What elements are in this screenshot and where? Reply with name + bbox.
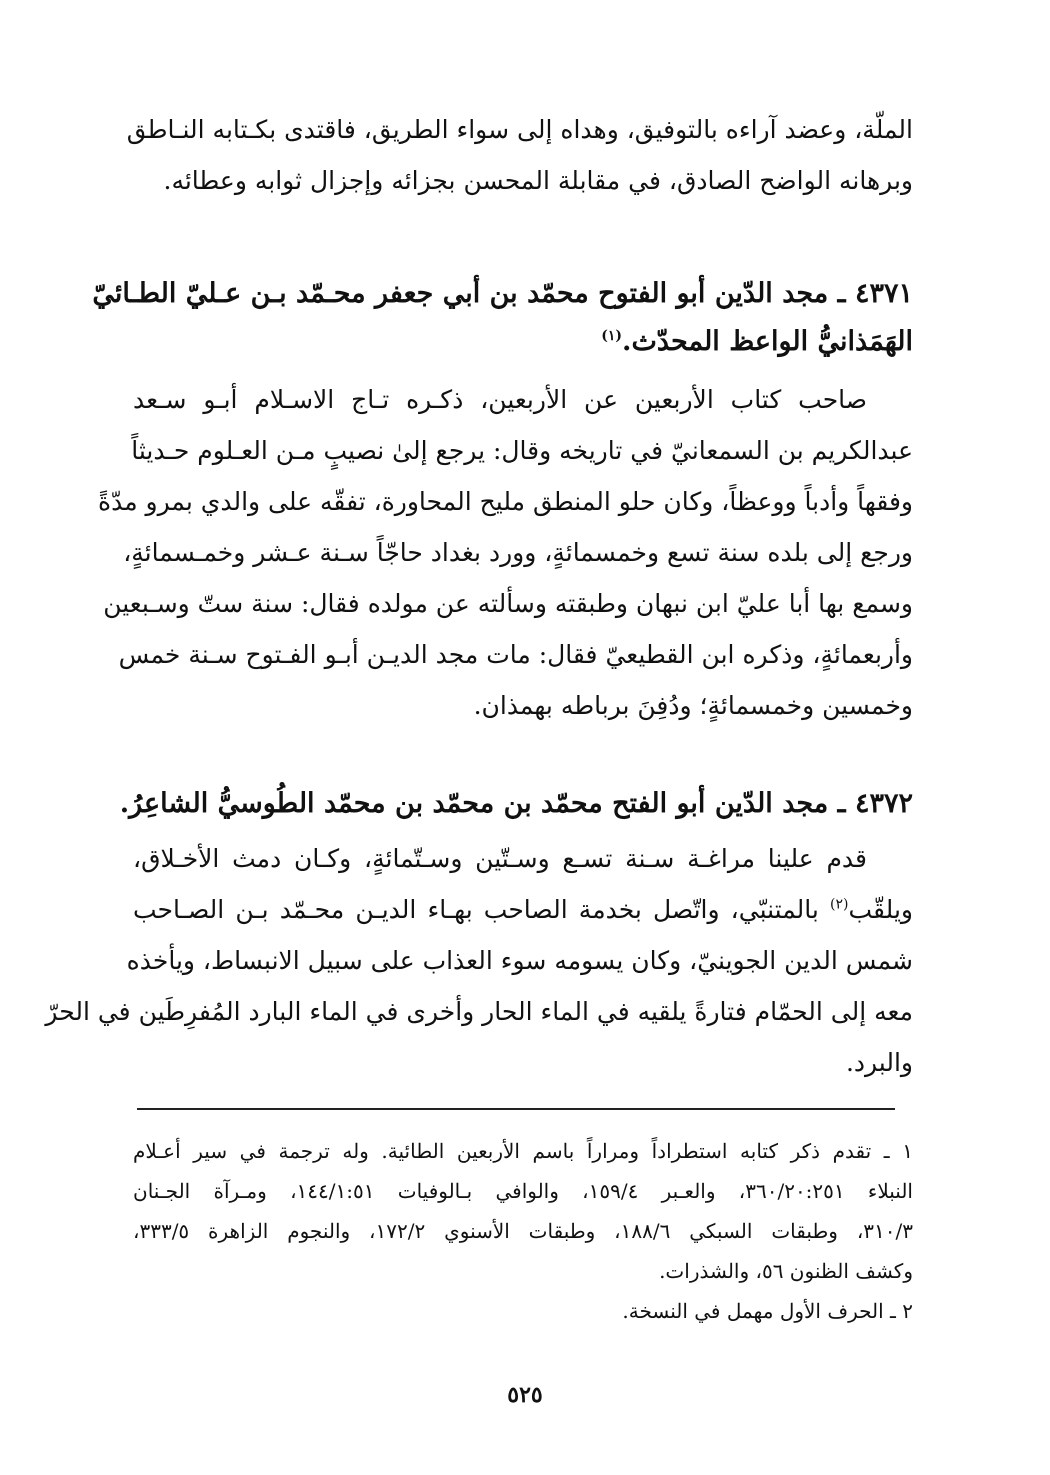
footnote-ref-1[interactable]: (١) xyxy=(601,328,623,344)
entry-4372-body-line-5: والبرد. xyxy=(845,1048,913,1077)
intro-line-1: الملّة، وعضد آراءه بالتوفيق، وهداه إلى سواء الطريق، فاقتدى بكـتابه النـاطق xyxy=(126,115,913,144)
entry-4371-heading xyxy=(92,270,913,366)
entry-4371-body-line-3: وفقهاً وأدباً ووعظاً، وكان حلو المنطق مليح المحاورة، تفقّه على والدي بمرو مدّةً xyxy=(97,487,913,516)
entry-4371-heading-line-1: ٤٣٧١ ـ مجد الدّين أبو الفتوح محمّد بن أبي جعفر محـمّد بـن عـليّ الطـائيّ xyxy=(92,278,913,309)
entry-4371-body-line-7: وخمسين وخمسمائةٍ؛ ودُفِنَ برباطه بهمذان. xyxy=(473,691,913,720)
page-number: ٥٢٥ xyxy=(507,1382,543,1408)
footnote-2: ٢ ـ الحرف الأول مهمل في النسخة. xyxy=(622,1299,913,1323)
entry-4372-body-line-2-rest: بالمتنبّي، واتّصل بخدمة الصاحب بهـاء الديـن محـمّد بـن الصـاحب xyxy=(133,895,831,924)
footnote-1-line-2: النبلاء ٣٦٠/٢٠:٢٥١، والعـبر ١٥٩/٤، والوافي بـالوفيات ١٤٤/١:٥١، ومـرآة الجـنان xyxy=(133,1179,913,1203)
entry-4372-body xyxy=(45,833,913,1088)
entry-4372-heading-line: ٤٣٧٢ ـ مجد الدّين أبو الفتح محمّد بن محمّد بن محمّد الطُوسيُّ الشاعِرُ. xyxy=(119,788,913,819)
entry-4371-body-line-6: وأربعمائةٍ، وذكره ابن القطيعيّ فقال: مات مجد الديـن أبـو الفـتوح سـنة خمس xyxy=(118,640,913,669)
footnote-divider xyxy=(137,1108,895,1110)
footnote-1-line-1: ١ ـ تقدم ذكر كتابه استطراداً ومراراً باسم الأربعين الطائية. وله ترجمة في سير أعـلام xyxy=(133,1139,913,1163)
entry-4372-body-line-3: شمس الدين الجوينيّ، وكان يسومه سوء العذاب على سبيل الانبساط، ويأخذه xyxy=(126,946,913,975)
entry-4371-body-line-1: صاحب كتاب الأربعين عن الأربعين، ذكـره تـاج الاسـلام أبـو سـعد xyxy=(133,385,867,414)
entry-4372-body-line-1: قدم علينا مراغـة سـنة تسـع وسـتّين وسـتّمائةٍ، وكـان دمث الأخـلاق، xyxy=(133,844,867,873)
footnote-1-line-4: وكشف الظنون ٥٦، والشذرات. xyxy=(659,1259,913,1283)
entry-4371-heading-line-2 xyxy=(133,318,913,366)
footnote-1-line-3: ٣١٠/٣، وطبقات السبكي ١٨٨/٦، وطبقات الأسنوي ١٧٢/٢، والنجوم الزاهرة ٣٣٣/٥، xyxy=(133,1219,913,1243)
entry-4372-body-line-2-start: ويلقّب xyxy=(848,895,913,924)
entry-4372-body-line-2 xyxy=(133,884,913,935)
entry-4371-body-line-4: ورجع إلى بلده سنة تسع وخمسمائةٍ، وورد بغداد حاجّاً سـنة عـشر وخمـسمائةٍ، xyxy=(123,538,913,567)
entry-4371-heading-text: الهَمَذانيُّ الواعظ المحدّث. xyxy=(622,326,913,357)
intro-line-2: وبرهانه الواضح الصادق، في مقابلة المحسن بجزائه وإجزال ثوابه وعطائه. xyxy=(163,166,913,195)
intro-paragraph xyxy=(126,104,913,206)
entry-4372-heading xyxy=(119,780,913,828)
entry-4371-body xyxy=(97,374,913,731)
entry-4372-body-line-4: معه إلى الحمّام فتارةً يلقيه في الماء الحار وأخرى في الماء البارد المُفرِطَين في الحرّ xyxy=(45,997,913,1026)
entry-4371-body-line-2: عبدالكريم بن السمعانيّ في تاريخه وقال: يرجع إلىٰ نصيبٍ مـن العـلوم حـديثاً xyxy=(131,436,913,465)
footnote-ref-2[interactable]: (٢) xyxy=(830,896,849,913)
entry-4371-body-line-5: وسمع بها أبا عليّ ابن نبهان وطبقته وسألته عن مولده فقال: سنة ستّ وسـبعين xyxy=(103,589,913,618)
footnotes xyxy=(133,1131,913,1331)
